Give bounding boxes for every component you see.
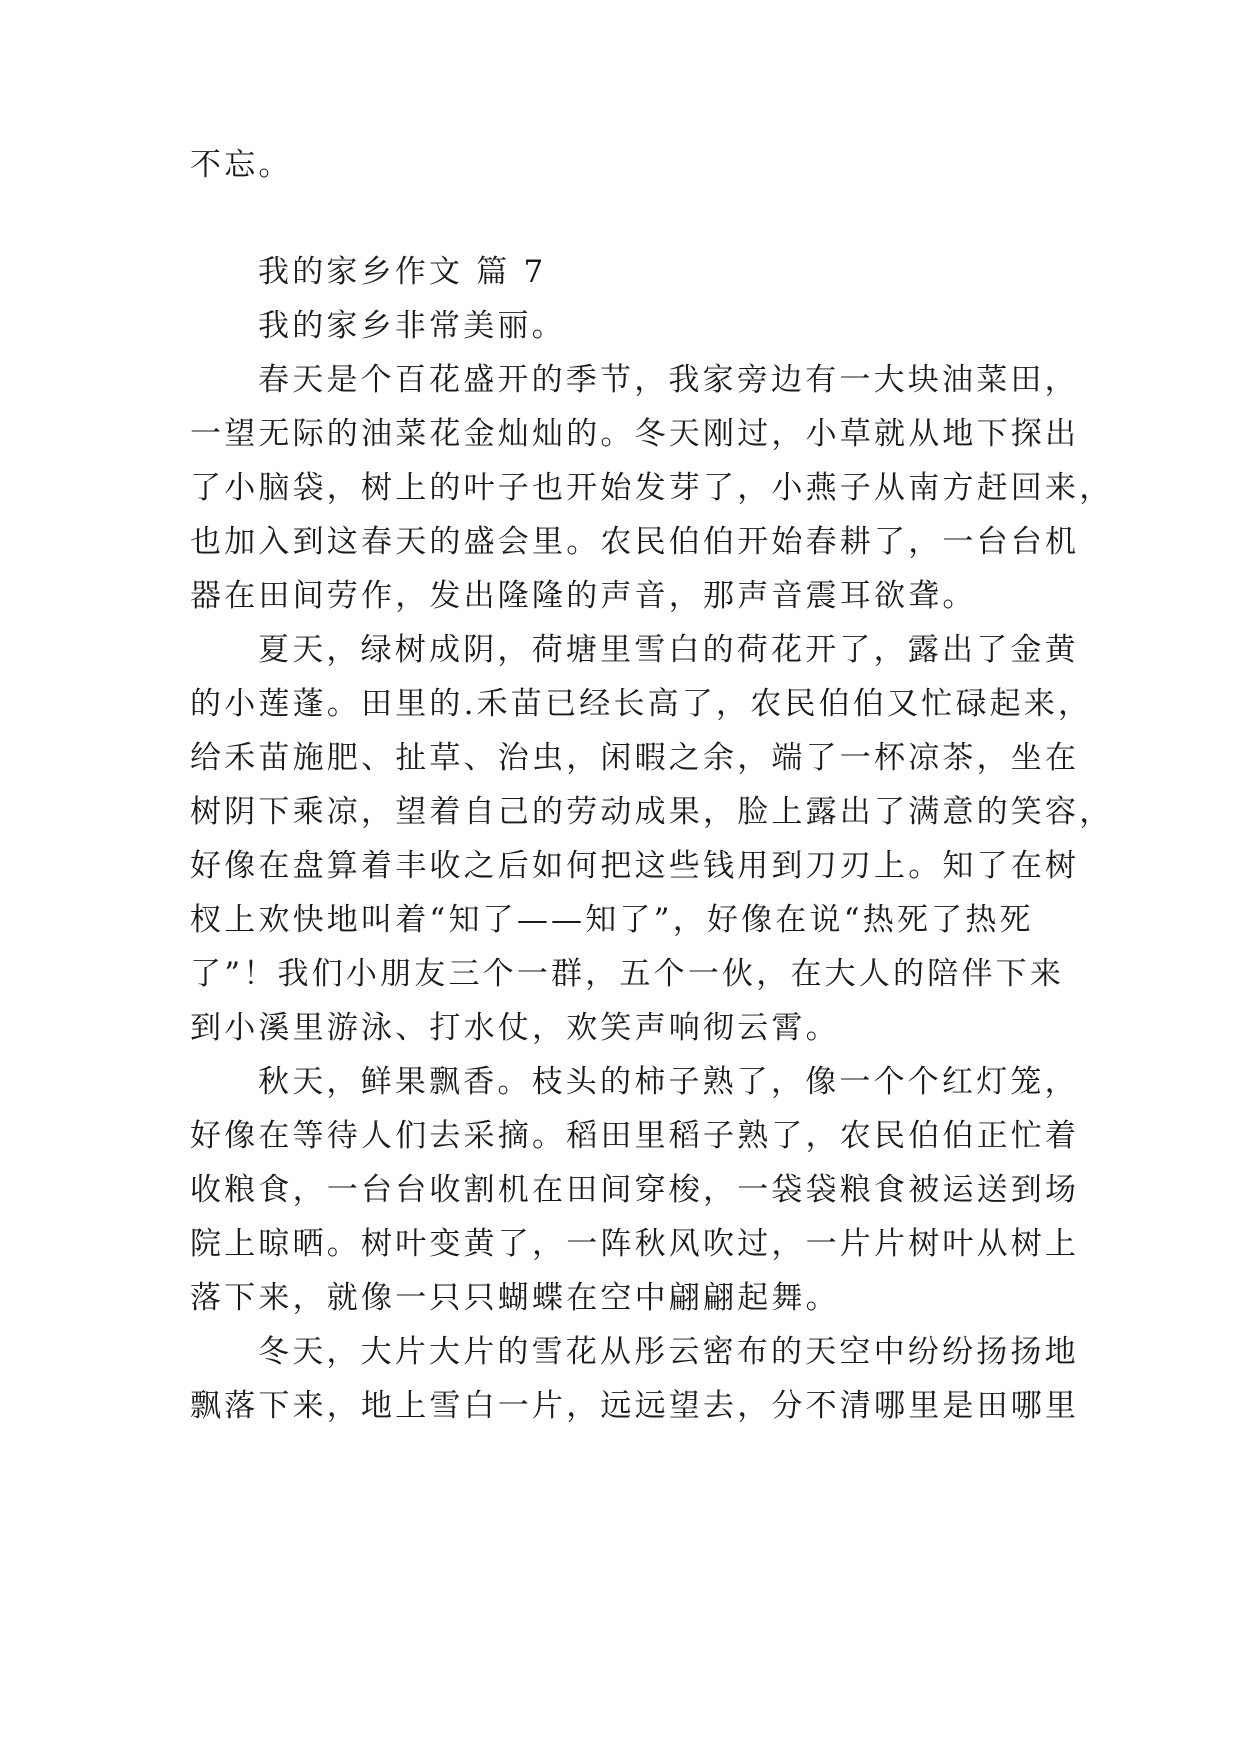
paragraph-line: 到小溪里游泳、打水仗，欢笑声响彻云霄。 — [190, 1010, 840, 1046]
article-heading: 我的家乡作文 篇 7 — [258, 254, 547, 290]
paragraph-line: 给禾苗施肥、扯草、治虫，闲暇之余，端了一杯凉茶，坐在 — [190, 740, 1080, 776]
paragraph-line: 夏天，绿树成阴，荷塘里雪白的荷花开了，露出了金黄 — [258, 632, 1079, 668]
paragraph-line: 也加入到这春天的盛会里。农民伯伯开始春耕了，一台台机 — [190, 524, 1080, 560]
paragraph-line: 收粮食，一台台收割机在田间穿梭，一袋袋粮食被运送到场 — [190, 1172, 1080, 1208]
paragraph-line: 树阴下乘凉，望着自己的劳动成果，脸上露出了满意的笑容， — [190, 794, 1114, 830]
paragraph-line: 秋天，鲜果飘香。枝头的柿子熟了，像一个个红灯笼， — [258, 1064, 1079, 1100]
paragraph-line: 飘落下来，地上雪白一片，远远望去，分不清哪里是田哪里 — [190, 1388, 1080, 1424]
paragraph-line: 好像在等待人们去采摘。稻田里稻子熟了，农民伯伯正忙着 — [190, 1118, 1080, 1154]
paragraph-line: 好像在盘算着丰收之后如何把这些钱用到刀刃上。知了在树 — [190, 848, 1080, 884]
paragraph-line: 的小莲蓬。田里的.禾苗已经长高了，农民伯伯又忙碌起来， — [190, 686, 1093, 722]
paragraph-line: 杈上欢快地叫着“知了——知了”，好像在说“热死了热死 — [190, 902, 1034, 938]
intro-paragraph: 我的家乡非常美丽。 — [258, 308, 566, 344]
paragraph-line: 冬天，大片大片的雪花从彤云密布的天空中纷纷扬扬地 — [258, 1334, 1079, 1370]
paragraph-line: 了小脑袋，树上的叶子也开始发芽了，小燕子从南方赶回来， — [190, 470, 1114, 506]
paragraph-line: 一望无际的油菜花金灿灿的。冬天刚过，小草就从地下探出 — [190, 416, 1080, 452]
continuation-text: 不忘。 — [190, 147, 293, 183]
paragraph-line: 院上晾晒。树叶变黄了，一阵秋风吹过，一片片树叶从树上 — [190, 1226, 1080, 1262]
paragraph-line: 器在田间劳作，发出隆隆的声音，那声音震耳欲聋。 — [190, 578, 977, 614]
paragraph-line: 春天是个百花盛开的季节，我家旁边有一大块油菜田， — [258, 362, 1079, 398]
paragraph-line: 了”！我们小朋友三个一群，五个一伙，在大人的陪伴下来 — [190, 956, 1065, 992]
paragraph-line: 落下来，就像一只只蝴蝶在空中翩翩起舞。 — [190, 1280, 840, 1316]
